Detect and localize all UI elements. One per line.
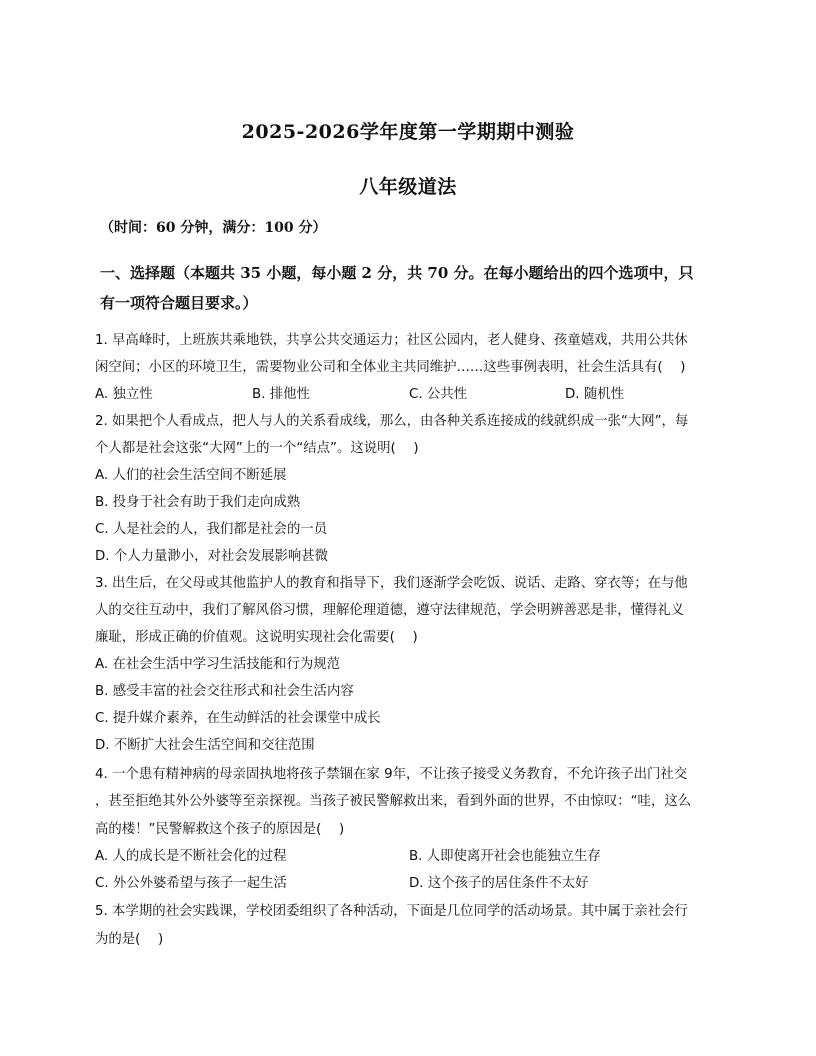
question-4-option-d: D. 这个孩子的居住条件不太好 bbox=[409, 876, 589, 891]
question-4-stem-line-3: 高的楼！”民警解救这个孩子的原因是( ) bbox=[95, 822, 345, 837]
exam-title: 2025-2026学年度第一学期期中测验 bbox=[241, 121, 575, 143]
question-2-stem-line-2: 个人都是社会这张“大网”上的一个“结点”。这说明( ) bbox=[95, 441, 419, 456]
question-2-option-c: C. 人是社会的人，我们都是社会的一员 bbox=[95, 522, 328, 537]
question-3-stem-line-2: 人的交往互动中，我们了解风俗习惯，理解伦理道德，遵守法律规范，学会明辨善恶是非，懂得礼义 bbox=[95, 603, 685, 618]
question-4-option-b: B. 人即使离开社会也能独立生存 bbox=[409, 849, 601, 864]
question-1-option-a: A. 独立性 bbox=[95, 387, 153, 402]
question-3-option-a: A. 在社会生活中学习生活技能和行为规范 bbox=[95, 657, 341, 672]
exam-info: （时间：60 分钟，满分：100 分） bbox=[100, 220, 327, 236]
section-heading-line-1: 一、选择题（本题共 35 小题，每小题 2 分，共 70 分。在每小题给出的四个选项中，只 bbox=[100, 264, 694, 282]
question-2-option-b: B. 投身于社会有助于我们走向成熟 bbox=[95, 495, 301, 510]
question-4-option-c: C. 外公外婆希望与孩子一起生活 bbox=[95, 876, 287, 891]
question-3-option-b: B. 感受丰富的社会交往形式和社会生活内容 bbox=[95, 684, 354, 699]
section-heading-line-2: 有一项符合题目要求。） bbox=[100, 294, 258, 312]
question-2-option-a: A. 人们的社会生活空间不断延展 bbox=[95, 468, 287, 483]
question-5-stem-line-1: 5. 本学期的社会实践课，学校团委组织了各种活动，下面是几位同学的活动场景。其中属于亲社会行 bbox=[95, 904, 688, 919]
question-2-option-d: D. 个人力量渺小，对社会发展影响甚微 bbox=[95, 549, 329, 564]
question-3-option-d: D. 不断扩大社会生活空间和交往范围 bbox=[95, 738, 315, 753]
exam-subject: 八年级道法 bbox=[359, 176, 457, 198]
question-3-stem-line-3: 廉耻，形成正确的价值观。这说明实现社会化需要( ) bbox=[95, 630, 418, 645]
question-1-option-d: D. 随机性 bbox=[565, 387, 624, 402]
question-4-stem-line-1: 4. 一个患有精神病的母亲固执地将孩子禁锢在家 9年，不让孩子接受义务教育，不允许孩子出门社交 bbox=[95, 767, 688, 782]
question-3-stem-line-1: 3. 出生后，在父母或其他监护人的教育和指导下，我们逐渐学会吃饭、说话、走路、穿衣等；在与他 bbox=[95, 576, 688, 591]
question-2-stem-line-1: 2. 如果把个人看成点，把人与人的关系看成线，那么，由各种关系连接成的线就织成一张“大网”，每 bbox=[95, 414, 689, 429]
question-1-stem-line-2: 闲空间；小区的环境卫生，需要物业公司和全体业主共同维护……这些事例表明，社会生活具有( ) bbox=[95, 360, 686, 375]
question-1-stem-line-1: 1. 早高峰时，上班族共乘地铁，共享公共交通运力；社区公园内，老人健身、孩童嬉戏，共用公共休 bbox=[95, 333, 688, 348]
question-3-option-c: C. 提升媒介素养，在生动鲜活的社会课堂中成长 bbox=[95, 711, 381, 726]
question-1-option-b: B. 排他性 bbox=[252, 387, 310, 402]
question-5-stem-line-2: 为的是( ) bbox=[95, 932, 164, 947]
question-4-option-a: A. 人的成长是不断社会化的过程 bbox=[95, 849, 287, 864]
question-4-stem-line-2: ，甚至拒绝其外公外婆等至亲探视。当孩子被民警解救出来，看到外面的世界，不由惊叹：“哇，这么 bbox=[95, 794, 692, 809]
question-1-option-c: C. 公共性 bbox=[409, 387, 468, 402]
